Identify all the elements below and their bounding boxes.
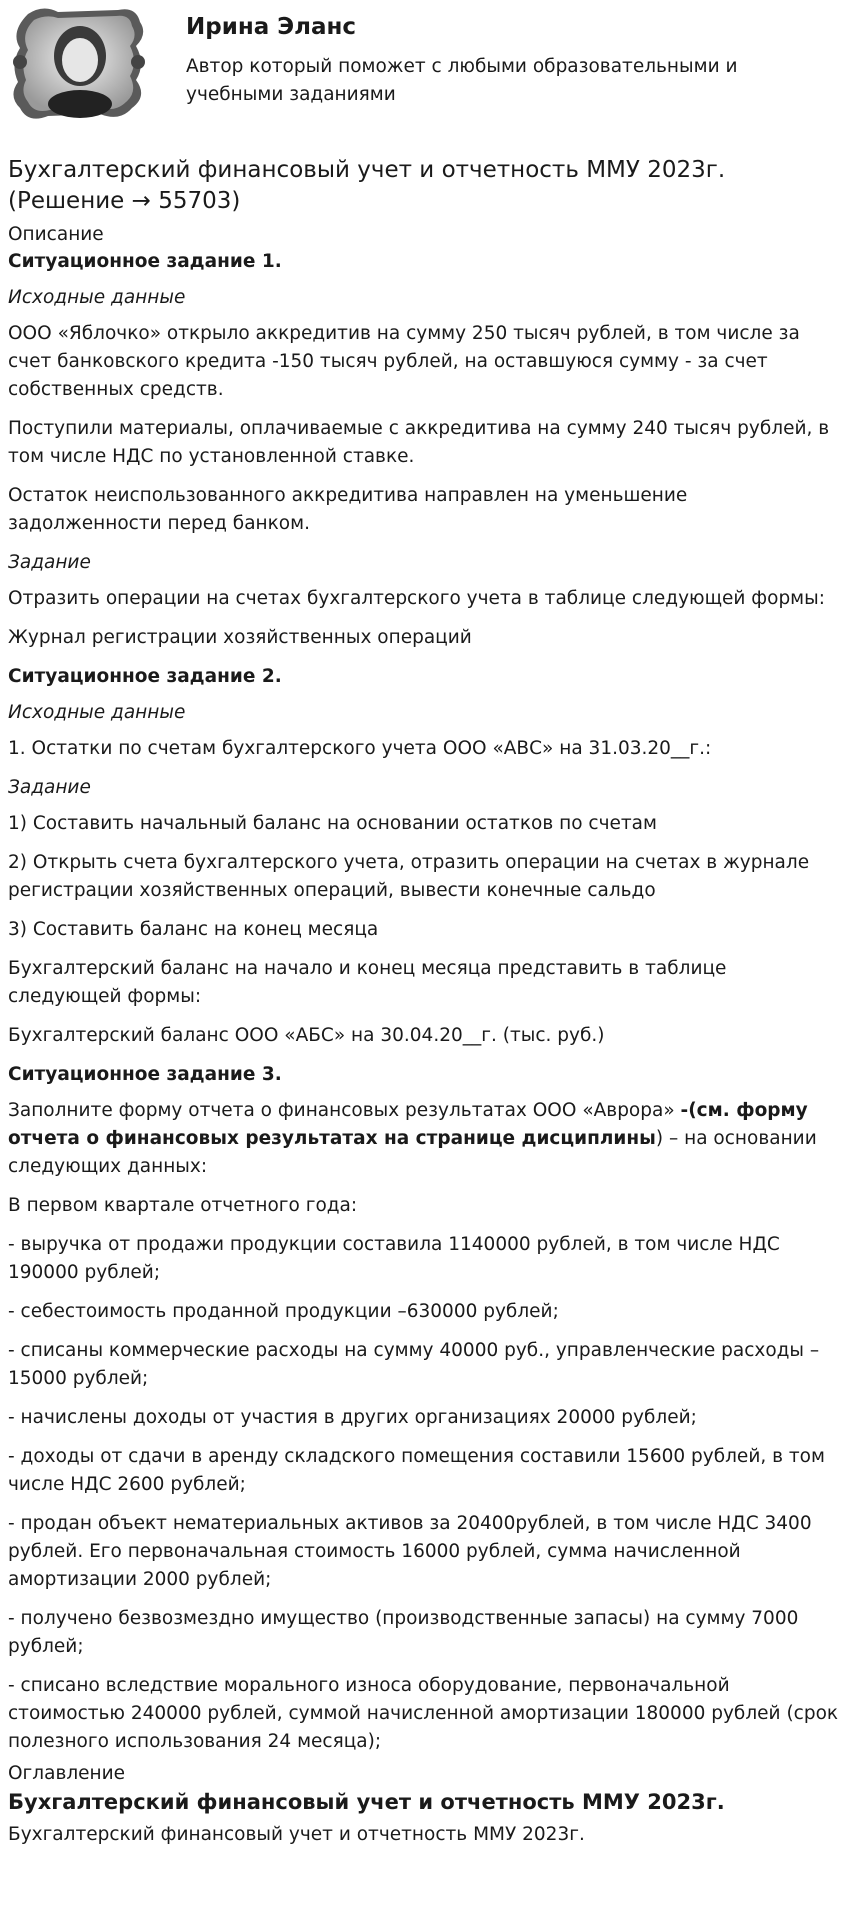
task3-item: - списаны коммерческие расходы на сумму 40000 руб., управленческие расходы –15000 рублей;	[8, 1340, 820, 1389]
toc-heading: Бухгалтерский финансовый учет и отчетность ММУ 2023г.	[8, 1790, 725, 1814]
author-description: Автор который поможет с любыми образовательными и учебными заданиями	[186, 56, 738, 105]
task1-source-label: Исходные данные	[8, 287, 186, 308]
task2-paragraph-1: 1. Остатки по счетам бухгалтерского учета ООО «АВС» на 31.03.20__г.:	[8, 738, 712, 759]
task3-item: - списано вследствие морального износа оборудование, первоначальной стоимостью 240000 рублей, суммой начисленной амортизации 180000 рублей (срок полезного использования 24 месяца);	[8, 1675, 839, 1752]
task3-paragraph-1	[8, 1097, 839, 1181]
task2-paragraph-3: 2) Открыть счета бухгалтерского учета, отразить операции на счетах в журнале регистрации хозяйственных операций, вывести конечные сальдо	[8, 852, 810, 901]
task2-paragraph-5: Бухгалтерский баланс на начало и конец месяца представить в таблице следующей формы:	[8, 958, 727, 1007]
toc-text: Бухгалтерский финансовый учет и отчетность ММУ 2023г.	[8, 1824, 585, 1845]
author-name[interactable]: Ирина Эланс	[186, 14, 357, 40]
task3-heading: Ситуационное задание 3.	[8, 1064, 282, 1085]
task3-p1-bold: -(см. форму отчета о финансовых результатах на странице дисциплины	[8, 1100, 808, 1149]
task1-paragraph-1: ООО «Яблочко» открыло аккредитив на сумму 250 тысяч рублей, в том числе за счет банковского кредита -150 тысяч рублей, на оставшуюся сумму - за счет собственных средств.	[8, 323, 800, 400]
task3-p1-start: Заполните форму отчета о финансовых результатах ООО «Аврора»	[8, 1100, 681, 1121]
description-body	[8, 248, 839, 1756]
task3-paragraph-2: В первом квартале отчетного года:	[8, 1195, 358, 1216]
author-avatar[interactable]	[8, 4, 148, 124]
task2-paragraph-2: 1) Составить начальный баланс на основании остатков по счетам	[8, 813, 657, 834]
avatar-image	[8, 4, 148, 124]
task3-item: - начислены доходы от участия в других организациях 20000 рублей;	[8, 1407, 697, 1428]
task2-paragraph-6: Бухгалтерский баланс ООО «АБС» на 30.04.20__г. (тыс. руб.)	[8, 1025, 605, 1046]
page-title: Бухгалтерский финансовый учет и отчетность ММУ 2023г. (Решение → 55703)	[8, 157, 726, 214]
task2-heading: Ситуационное задание 2.	[8, 666, 282, 687]
task1-paragraph-5: Журнал регистрации хозяйственных операций	[8, 627, 472, 648]
task1-paragraph-2: Поступили материалы, оплачиваемые с аккредитива на сумму 240 тысяч рублей, в том числе НДС по установленной ставке.	[8, 418, 830, 467]
toc-label: Оглавление	[8, 1763, 126, 1784]
task3-item: - продан объект нематериальных активов за 20400рублей, в том числе НДС 3400 рублей. Его первоначальная стоимость 16000 рублей, сумма начисленной амортизации 2000 рублей;	[8, 1513, 812, 1590]
task3-item: - получено безвозмездно имущество (производственные запасы) на сумму 7000 рублей;	[8, 1608, 799, 1657]
task2-paragraph-4: 3) Составить баланс на конец месяца	[8, 919, 379, 940]
task3-item: - выручка от продажи продукции составила 1140000 рублей, в том числе НДС 190000 рублей;	[8, 1234, 780, 1283]
task1-paragraph-3: Остаток неиспользованного аккредитива направлен на уменьшение задолженности перед банком.	[8, 485, 688, 534]
task2-task-label: Задание	[8, 777, 91, 798]
task2-source-label: Исходные данные	[8, 702, 186, 723]
task1-task-label: Задание	[8, 552, 91, 573]
description-label: Описание	[8, 224, 104, 245]
task1-heading: Ситуационное задание 1.	[8, 251, 282, 272]
author-card	[8, 0, 839, 139]
task3-item: - себестоимость проданной продукции –630000 рублей;	[8, 1301, 559, 1322]
task3-item: - доходы от сдачи в аренду складского помещения составили 15600 рублей, в том числе НДС 2600 рублей;	[8, 1446, 825, 1495]
task3-p1-end: ) – на основании следующих данных:	[8, 1128, 817, 1177]
task1-paragraph-4: Отразить операции на счетах бухгалтерского учета в таблице следующей формы:	[8, 588, 825, 609]
